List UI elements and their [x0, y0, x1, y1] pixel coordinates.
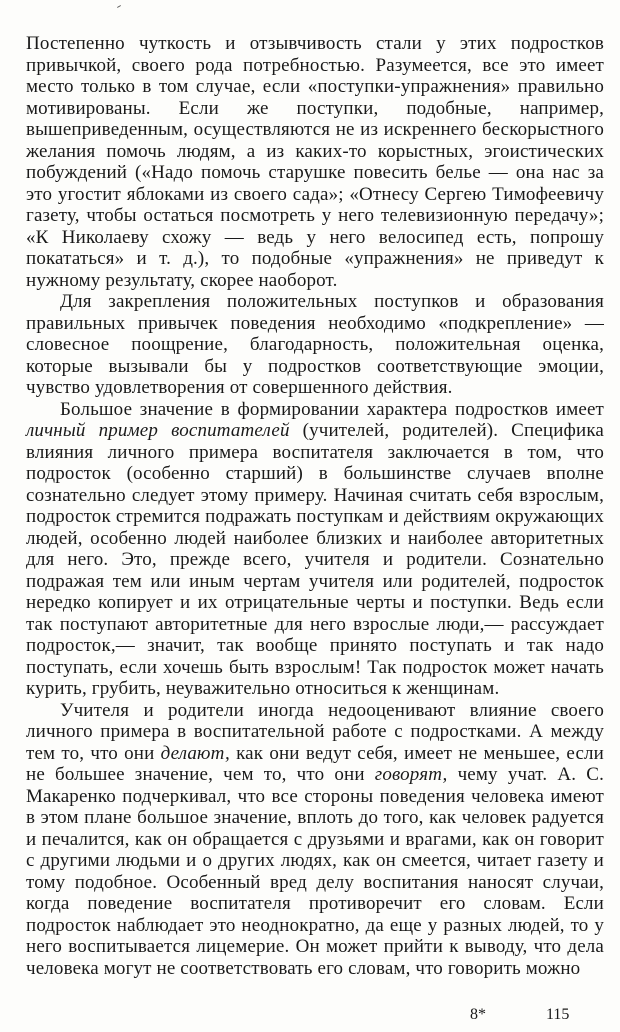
paragraph-3-text-a: Большое значение в формировании характера подростков имеет — [60, 398, 604, 420]
paragraph-4-text-b: как они ведут себя, имеет не меньшее, если не большее значение, чем то, что они — [26, 742, 604, 785]
paragraph-2 — [26, 291, 604, 399]
paragraph-2-text: Для закрепления положительных поступков и образования правильных привычек поведения необходимо «подкрепление» — словесное поощрение, благодарность, положительная оценка, которые вызывали бы у подростков соответствующие эмоции, чувство удовлетворения от совершенного действия. — [26, 291, 604, 398]
paragraph-4-text-c: чему учат. А. С. Макаренко подчеркивал, что все стороны поведения человека имеют в этом плане большое значение, вплоть до того, как человек радуется и печалится, как он обращается с друзьями и врагами, как он говорит с другими людьми и о других людях, как он смеется, читает газету и тому подобное. Особенный вред делу воспитания наносят случаи, когда поведение воспитателя противоречит его словам. Если подросток наблюдает это неоднократно, да еще у разных людей, то у него воспитывается лицемерие. Он может прийти к выводу, что дела человека могут не соответствовать его словам, что говорить можно — [26, 764, 604, 979]
page-footer — [0, 1006, 620, 1026]
signature-mark: 8* — [470, 1006, 486, 1023]
paragraph-1-text: Постепенно чуткость и отзывчивость стали у этих подростков привычкой, своего рода потребностью. Разумеется, все это имеет место только в том случае, если «поступки-упражнения» правильно мотивированы. Если же поступки, подобные, например, вышеприведенным, осуществляются не из искреннего бескорыстного желания помочь людям, а из каких-то корыстных, эгоистических побуждений («Надо помочь старушке повесить белье — она нас за это угостит яблоками из своего сада»; «Отнесу Сергею Тимофеевичу газету, чтобы остаться посмотреть у него телевизионную передачу»; «К Николаеву схожу — ведь у него велосипед есть, попрошу покататься» и т. д.), то подобные «упражнения» не приведут к нужному результату, скорее наоборот. — [26, 33, 604, 291]
paragraph-1 — [26, 33, 604, 291]
paragraph-3 — [26, 399, 604, 700]
page-number: 115 — [546, 1006, 570, 1023]
body-text — [26, 33, 604, 979]
paragraph-4-text-a: Учителя и родители иногда недооценивают влияние своего личного примера в воспитательной работе с подростками. А между тем то, что они — [26, 699, 604, 764]
italic-word-say: говорят, — [374, 764, 448, 785]
italic-phrase-personal-example: личный пример воспитателей — [26, 420, 290, 441]
print-speck — [117, 5, 121, 8]
paragraph-4 — [26, 700, 604, 980]
paragraph-3-text-b: (учителей, родителей). Специфика влияния личного примера воспитателя заключается в том, что подросток (особенно старший) в большинстве случаев вполне сознательно следует этому примеру. Начиная считать себя взрослым, подросток стремится подражать поступкам и действиям окружающих людей, особенно людей наиболее близких и наиболее авторитетных для него. Это, прежде всего, учителя и родители. Сознательно подражая тем или иным чертам учителя или родителей, подросток нередко копирует и их отрицательные черты и поступки. Ведь если так поступают авторитетные для него взрослые люди,— рассуждает подросток,— значит, так вообще принято поступать и так надо поступать, если хочешь быть взрослым! Так подросток может начать курить, грубить, неуважительно относиться к женщинам. — [26, 420, 604, 699]
italic-word-do: делают, — [160, 742, 230, 764]
